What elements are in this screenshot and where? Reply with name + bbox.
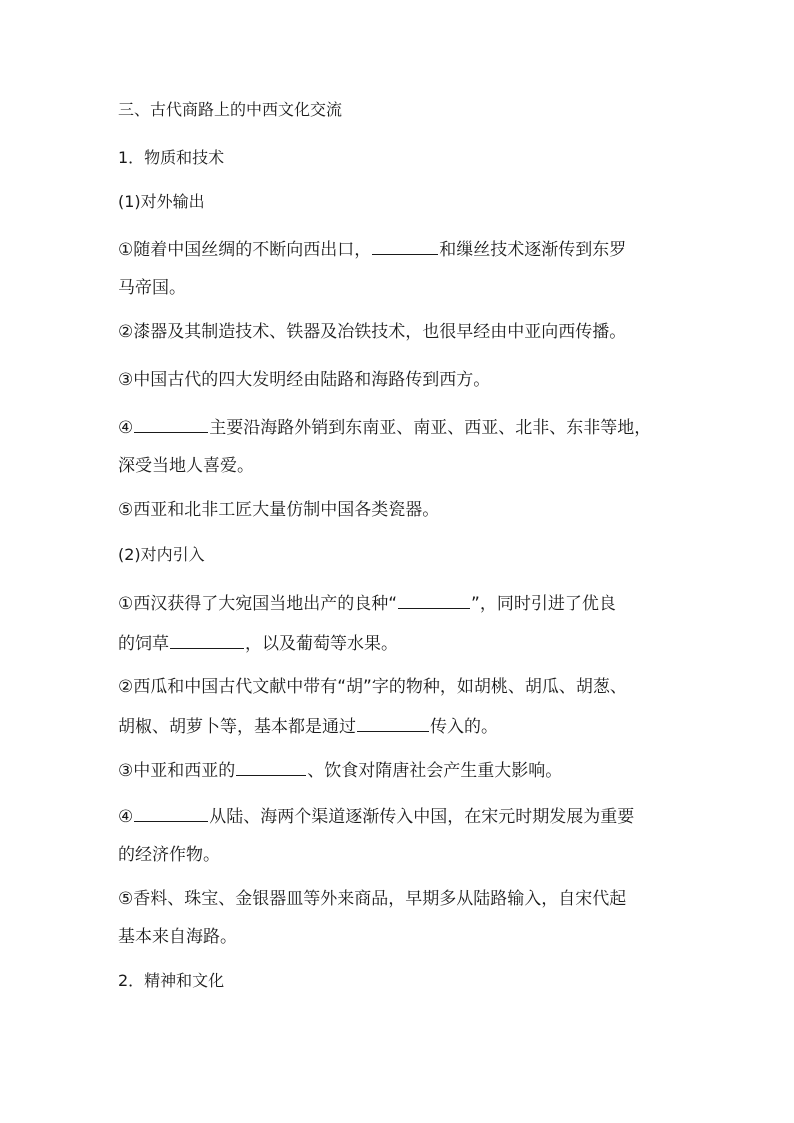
- subsection-import-title: (2)对内引入: [118, 545, 205, 564]
- import-item-5-text-c: 基本来自海路。: [118, 927, 237, 947]
- part1-title: 1．物质和技术: [118, 148, 225, 167]
- import-item-1-text-c1: 的饲草: [118, 634, 169, 654]
- import-item-4: [118, 805, 634, 865]
- import-item-2-text-a: ②西瓜和中国古代文献中带有“胡”字的物种，如胡桃、胡瓜、胡葱、: [118, 677, 627, 697]
- import-item-3: [118, 759, 562, 781]
- export-item-1-blank: [372, 238, 438, 255]
- export-item-4: [118, 416, 651, 476]
- import-item-1-blank-1: [398, 592, 470, 609]
- export-item-1-text-a: ①随着中国丝绸的不断向西出口，: [118, 240, 372, 260]
- import-item-5: [118, 889, 626, 947]
- import-item-2-text-c1: 胡椒、胡萝卜等，基本都是通过: [118, 717, 356, 737]
- export-item-4-text-a: ④: [118, 418, 134, 438]
- import-item-3-text-b: 、饮食对隋唐社会产生重大影响。: [307, 761, 563, 781]
- import-item-3-blank: [236, 759, 306, 776]
- import-item-4-text-a: ④: [118, 807, 134, 827]
- import-item-1: [118, 592, 616, 654]
- import-item-1-line-2: [118, 632, 616, 654]
- import-item-1-text-a: ①西汉获得了大宛国当地出产的良种“: [118, 594, 398, 614]
- export-item-1: [118, 238, 626, 298]
- subsection-export-title: (1)对外输出: [118, 192, 205, 211]
- export-item-5: ⑤西亚和北非工匠大量仿制中国各类瓷器。: [118, 500, 440, 520]
- import-item-4-blank: [134, 805, 208, 822]
- import-item-5-text-a: ⑤香料、珠宝、金银器皿等外来商品，早期多从陆路输入，自宋代起: [118, 889, 627, 909]
- import-item-3-text-a: ③中亚和西亚的: [118, 761, 236, 781]
- import-item-4-text-b: 从陆、海两个渠道逐渐传入中国，在宋元时期发展为重要: [209, 807, 635, 827]
- import-item-2-text-c2: 传入的。: [430, 717, 498, 737]
- part2-title: 2．精神和文化: [118, 971, 225, 990]
- export-item-4-text-c: 深受当地人喜爱。: [118, 456, 254, 476]
- import-item-4-text-c: 的经济作物。: [118, 845, 220, 865]
- export-item-2: ②漆器及其制造技术、铁器及冶铁技术，也很早经由中亚向西传播。: [118, 322, 627, 342]
- export-item-1-text-c: 马帝国。: [118, 278, 186, 298]
- import-item-2-blank: [357, 715, 429, 732]
- section-title: 三、古代商路上的中西文化交流: [118, 100, 343, 119]
- import-item-1-blank-2: [170, 632, 244, 649]
- export-item-3: ③中国古代的四大发明经由陆路和海路传到西方。: [118, 370, 491, 390]
- import-item-1-text-c2: ，以及葡萄等水果。: [245, 634, 398, 654]
- export-item-4-text-b: 主要沿海路外销到东南亚、南亚、西亚、北非、东非等地，: [209, 418, 652, 438]
- document-page: [118, 0, 680, 1123]
- import-item-1-text-b: ”，同时引进了优良: [471, 594, 616, 614]
- import-item-2-line-2: [118, 715, 627, 737]
- export-item-4-blank: [134, 416, 208, 433]
- export-item-1-text-b: 和缫丝技术逐渐传到东罗: [439, 240, 627, 260]
- import-item-2: [118, 677, 627, 737]
